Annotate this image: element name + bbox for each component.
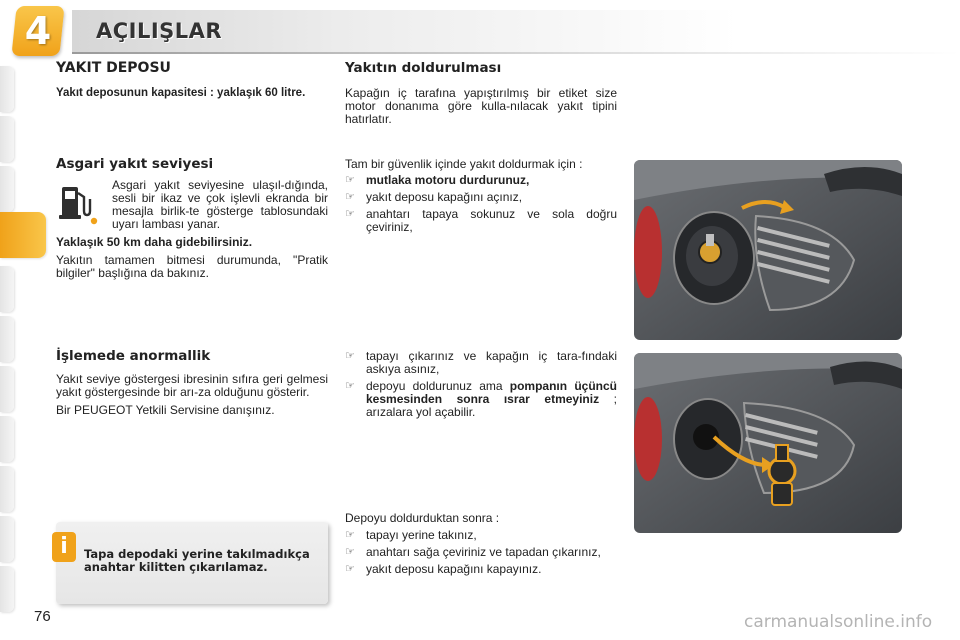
step-remove-cap — [345, 350, 617, 376]
tank-capacity: Yakıt deposunun kapasitesi : yaklaşık 60 litre. — [56, 87, 306, 99]
pointing-hand-icon: ☞ — [345, 546, 355, 558]
step-stop-engine — [345, 174, 617, 187]
refuel-section — [345, 62, 617, 131]
step-text-warning: pompanın üçüncü kesmesinden sonra ısrar etmeyiniz — [366, 379, 617, 406]
side-tab-2[interactable] — [0, 116, 14, 162]
side-tab-11[interactable] — [0, 566, 14, 612]
pointing-hand-icon: ☞ — [345, 563, 355, 575]
side-tab-1[interactable] — [0, 66, 14, 112]
min-level-section — [56, 158, 328, 285]
steps1-intro: Tam bir güvenlik içinde yakıt doldurmak için : — [345, 157, 583, 171]
pointing-hand-icon: ☞ — [345, 529, 355, 541]
side-tab-3[interactable] — [0, 166, 14, 212]
fuel-flap-open-illustration — [634, 160, 902, 340]
pointing-hand-icon: ☞ — [345, 208, 355, 220]
steps3-intro: Depoyu doldurduktan sonra : — [345, 511, 500, 525]
header-rule — [72, 52, 960, 54]
fuel-cap-removed-illustration — [634, 353, 902, 533]
side-tab-5[interactable] — [0, 266, 14, 312]
min-level-body — [56, 179, 328, 280]
min-level-note: Yakıtın tamamen bitmesi durumunda, "Pratik bilgiler" başlığına da bakınız. — [56, 253, 328, 280]
side-tab-8[interactable] — [0, 416, 14, 462]
chapter-title: AÇILIŞLAR — [96, 19, 223, 43]
step-remove-key — [345, 546, 617, 559]
malfunction-text: Yakıt seviye göstergesi ibresinin sıfıra geri gelmesi yakıt göstergesinde bir arı-za olduğunu gösterir. — [56, 372, 328, 399]
left-column — [56, 62, 328, 105]
watermark: carmanualsonline.info — [744, 612, 933, 632]
step-insert-key — [345, 208, 617, 234]
step-text: mutlaka motoru durdurunuz, — [366, 173, 530, 187]
min-level-text: Asgari yakıt seviyesine ulaşıl-dığında, sesli bir ikaz ve çok işlevli ekranda bir mesajla birlik-te gösterge tablosundaki uyarı lambası yanar. — [112, 178, 328, 231]
pointing-hand-icon: ☞ — [345, 191, 355, 203]
pointing-hand-icon: ☞ — [345, 350, 355, 362]
refuel-title: Yakıtın doldurulması — [345, 60, 502, 76]
min-level-title: Asgari yakıt seviyesi — [56, 156, 214, 172]
side-tab-6[interactable] — [0, 316, 14, 362]
steps2-section — [345, 350, 617, 423]
info-icon: i — [52, 532, 76, 562]
step-text: yakıt deposu kapağını kapayınız. — [366, 562, 542, 576]
side-tab-10[interactable] — [0, 516, 14, 562]
step-text-c: ; arızalara yol açabilir. — [366, 392, 617, 419]
steps3-section — [345, 512, 617, 580]
malfunction-title: İşlemede anormallik — [56, 348, 211, 364]
pointing-hand-icon: ☞ — [345, 380, 355, 392]
page-number: 76 — [34, 608, 51, 625]
step-close-flap — [345, 563, 617, 576]
step-text-a: depoyu doldurunuz ama — [366, 379, 510, 393]
refuel-intro: Kapağın iç tarafına yapıştırılmış bir etiket size motor donanıma göre kulla-nılacak yakıt tipini hatırlatır. — [345, 86, 617, 126]
step-open-flap — [345, 191, 617, 204]
tank-title: YAKIT DEPOSU — [56, 60, 171, 76]
step-fill-tank — [345, 380, 617, 419]
chapter-number: 4 — [24, 9, 52, 53]
pointing-hand-icon: ☞ — [345, 174, 355, 186]
step-text: tapayı çıkarınız ve kapağın iç tara-fındaki askıya asınız, — [366, 349, 617, 376]
info-text: Tapa depodaki yerine takılmadıkça anahtar kilitten çıkarılamaz. — [84, 547, 310, 574]
step-text: tapayı yerine takınız, — [366, 528, 477, 542]
malfunction-advice: Bir PEUGEOT Yetkili Servisine danışınız. — [56, 403, 275, 417]
step-refit-cap — [345, 529, 617, 542]
fuel-pump-icon — [56, 179, 100, 227]
side-tab-7[interactable] — [0, 366, 14, 412]
steps1-section — [345, 158, 617, 238]
malfunction-section — [56, 350, 328, 422]
min-level-note-bold: Yaklaşık 50 km daha gidebilirsiniz. — [56, 235, 253, 249]
side-tab-9[interactable] — [0, 466, 14, 512]
step-text: yakıt deposu kapağını açınız, — [366, 190, 523, 204]
side-tab-active[interactable] — [0, 212, 46, 258]
step-text: anahtarı sağa çeviriniz ve tapadan çıkarınız, — [366, 545, 601, 559]
step-text: anahtarı tapaya sokunuz ve sola doğru çeviriniz, — [366, 207, 617, 234]
